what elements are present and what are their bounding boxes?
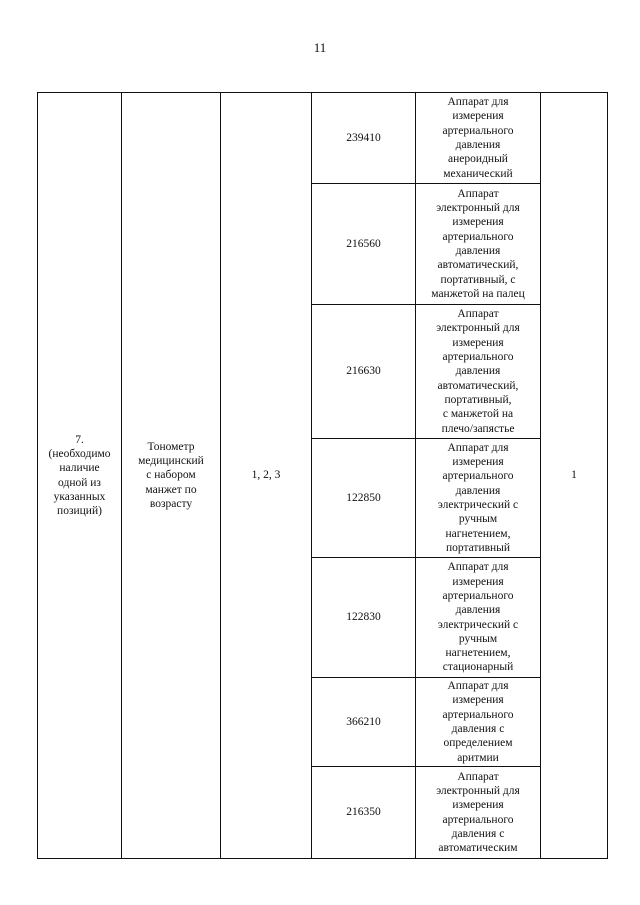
table-row: [38, 93, 608, 184]
device-description-cell: Аппарат для измерения артериального давления электрический с ручным нагнетением, портативный: [416, 439, 541, 558]
page-number: 11: [313, 40, 327, 55]
equipment-table: [37, 92, 608, 859]
device-description-cell: Аппарат для измерения артериального давления с определением аритмии: [416, 678, 541, 767]
device-name-cell: Тонометр медицинский с набором манжет по возрасту: [122, 93, 221, 859]
device-code-cell: 122830: [312, 558, 416, 678]
device-description-cell: Аппарат электронный для измерения артериального давления с автоматическим: [416, 767, 541, 859]
sections-cell: 1, 2, 3: [221, 93, 312, 859]
device-description-cell: Аппарат для измерения артериального давления электрический с ручным нагнетением, стационарный: [416, 558, 541, 678]
position-number-cell: 7. (необходимо наличие одной из указанных позиций): [38, 93, 122, 859]
device-code-cell: 239410: [312, 93, 416, 184]
quantity-cell: 1: [541, 93, 608, 859]
device-description-cell: Аппарат для измерения артериального давления анероидный механический: [416, 93, 541, 184]
device-description-cell: Аппарат электронный для измерения артериального давления автоматический, портативный, с манжетой на плечо/запястье: [416, 305, 541, 439]
device-code-cell: 216630: [312, 305, 416, 439]
device-description-cell: Аппарат электронный для измерения артериального давления автоматический, портативный, с манжетой на палец: [416, 184, 541, 305]
device-code-cell: 122850: [312, 439, 416, 558]
device-code-cell: 216350: [312, 767, 416, 859]
device-code-cell: 366210: [312, 678, 416, 767]
device-code-cell: 216560: [312, 184, 416, 305]
